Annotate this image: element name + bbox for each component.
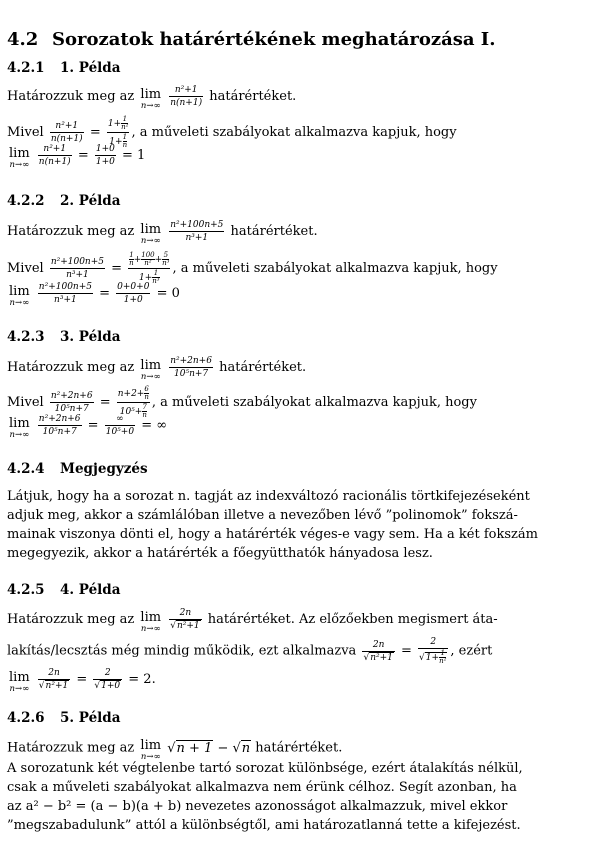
difference-expression: √n + 1 − √n: [167, 740, 251, 756]
ex3-result: lim n→∞ $\frac{\text{n²+2n+6}}{\text{10⁵n+7}}$ = $\frac{\infty}{\text{10⁵+0}}$ = ∞: [9, 414, 168, 440]
limit-operator: lim n→∞: [9, 283, 30, 308]
text: határértéket.: [219, 360, 307, 375]
subsection-number: 4.2.3: [7, 329, 45, 345]
ex1-problem: [7, 85, 297, 111]
subsection-number: 4.2.1: [7, 60, 45, 76]
subsection-title: 1. Példa: [60, 60, 121, 76]
result-fraction: $\frac{2}{√1+0}$: [94, 668, 121, 691]
text: Határozzuk meg az: [7, 89, 135, 104]
result-fraction: $\frac{1+0}{1+0}$: [95, 144, 115, 167]
subsection-heading: [7, 461, 148, 477]
ex5-problem: [7, 737, 343, 762]
text: Mivel: [7, 125, 44, 140]
note-paragraph: [7, 487, 590, 563]
paragraph-line: mainak viszonya dönti el, hogy a határérték véges-e vagy sem. Ha a két fokszám: [7, 527, 538, 542]
subsection-heading: [7, 60, 121, 76]
subsection-number: 4.2.5: [7, 582, 45, 598]
sequence-fraction: $\frac{\text{n²+100n+5}}{\text{n³+1}}$: [50, 257, 104, 280]
subsection-heading: [7, 710, 121, 726]
paragraph-line: Látjuk, hogy ha a sorozat n. tagját az indexváltozó racionális törtkifejezéseként: [7, 489, 530, 504]
ex1-step: Mivel $\frac{\text{n²+1}}{n(n+1)}$ = 1+ $\frac{1}{\text{n²}}$ 1+ $\frac{1}{n}$ , a műveleti szabályokat alkalmazva kapjuk, hogy: [7, 115, 457, 149]
limit-operator: lim n→∞: [140, 738, 162, 762]
paragraph-line: csak a műveleti szabályokat alkalmazva nem érünk célhoz. Segít azonban, ha: [7, 780, 517, 795]
sequence-fraction: $\frac{\text{n²+2n+6}}{\text{10⁵n+7}}$: [50, 391, 93, 414]
limit-operator: lim n→∞: [140, 221, 162, 246]
ex2-problem: [7, 220, 318, 246]
text: , a műveleti szabályokat alkalmazva kapjuk, hogy: [131, 125, 457, 140]
text: határértéket.: [255, 740, 343, 756]
text: Az előzőekben megismert áta-: [298, 612, 498, 627]
limit-operator: lim n→∞: [9, 145, 30, 170]
sequence-fraction: $\frac{2n}{\text{√n²+1}}$: [363, 639, 393, 663]
result-value: = 0: [156, 286, 180, 301]
subsection-title: 5. Példa: [60, 710, 121, 726]
sequence-fraction: $\frac{\text{n²+2n+6}}{\text{10⁵n+7}}$: [170, 356, 212, 379]
text: Határozzuk meg az: [7, 612, 135, 627]
text: , ezért: [450, 643, 493, 659]
ex4-result: lim n→∞ $\frac{2n}{\text{√n²+1}}$ = $\frac{2}{√1+0}$ = 2.: [9, 668, 156, 694]
sequence-fraction: $\frac{2n}{\text{√n²+1}}$: [38, 668, 69, 691]
rewritten-fraction: 1+ $\frac{1}{\text{n²}}$ 1+ $\frac{1}{n}$: [107, 115, 129, 149]
text: , a műveleti szabályokat alkalmazva kapjuk, hogy: [172, 261, 498, 276]
limit-operator: lim n→∞: [9, 669, 30, 694]
rewritten-fraction: 2 √1+ $\frac{1}{\text{n²}}$: [419, 637, 447, 665]
ex4-step: lakítás/lecsztás még mindig működik, ezt alkalmazva $\frac{2n}{\text{√n²+1}}$ = 2 √1+ $\frac{1}{\text{n²}}$ , ezért: [7, 637, 493, 665]
ex2-step: Mivel $\frac{\text{n²+100n+5}}{\text{n³+1}}$ = $\frac{1}{n}$ + $\frac{100}{\text{n²}}$ + $\frac{5}{\text{n³}}$ 1+ $\frac{1}{\text{n³}}$ , a műveleti szabályokat alkalmazva kapjuk, hogy: [7, 251, 498, 285]
subsection-title: 3. Példa: [60, 329, 121, 345]
rewritten-fraction: $\frac{1}{n}$ + $\frac{100}{\text{n²}}$ + $\frac{5}{\text{n³}}$ 1+ $\frac{1}{\text{n³}}$: [129, 251, 170, 285]
text: lakítás/lecsztás még mindig működik, ezt alkalmazva: [7, 643, 357, 659]
text: , a műveleti szabályokat alkalmazva kapjuk, hogy: [151, 395, 477, 410]
sequence-fraction: $\frac{\text{n²+1}}{n(n+1)}$: [50, 121, 83, 144]
paragraph-line: az a² − b² = (a − b)(a + b) nevezetes azonosságot alkalmazzuk, mivel ekkor: [7, 799, 508, 814]
sequence-fraction: $\frac{\text{n²+1}}{n(n+1)}$: [38, 144, 71, 167]
ex2-result: lim n→∞ $\frac{\text{n²+100n+5}}{\text{n³+1}}$ = $\frac{0+0+0}{1+0}$ = 0: [9, 282, 180, 308]
ex1-result: lim n→∞ $\frac{\text{n²+1}}{n(n+1)}$ = $\frac{1+0}{1+0}$ = 1: [9, 144, 146, 170]
result-value: = ∞: [141, 418, 168, 433]
subsection-title: 4. Példa: [60, 582, 121, 598]
ex4-problem: [7, 608, 498, 634]
text: határértéket.: [209, 89, 297, 104]
result-fraction: $\frac{\infty}{\text{10⁵+0}}$: [105, 414, 135, 437]
subsection-title: Megjegyzés: [60, 461, 148, 477]
subsection-number: 4.2.4: [7, 461, 45, 477]
result-value: = 2.: [128, 672, 156, 687]
result-fraction: $\frac{0+0+0}{1+0}$: [117, 282, 150, 305]
sequence-fraction: $\frac{\text{n²+2n+6}}{\text{10⁵n+7}}$: [38, 414, 81, 437]
text: Határozzuk meg az: [7, 224, 135, 239]
section-title: Sorozatok határértékének meghatározása I.: [52, 29, 496, 50]
rewritten-fraction: n+2+ $\frac{6}{n}$ 10⁵+ $\frac{7}{n}$: [117, 385, 149, 419]
limit-operator: lim n→∞: [140, 609, 162, 634]
paragraph-line: A sorozatunk két végtelenbe tartó sorozat különbsége, ezért átalakítás nélkül,: [7, 761, 523, 776]
section-heading: [7, 29, 496, 50]
text: Mivel: [7, 395, 44, 410]
section-number: 4.2: [7, 29, 39, 50]
subsection-heading: [7, 582, 121, 598]
ex3-step: Mivel $\frac{\text{n²+2n+6}}{\text{10⁵n+7}}$ = n+2+ $\frac{6}{n}$ 10⁵+ $\frac{7}{n}$ , a műveleti szabályokat alkalmazva kapjuk, hogy: [7, 385, 477, 419]
subsection-heading: [7, 329, 121, 345]
paragraph-line: megegyezik, akkor a határérték a főegyütthatók hányadosa lesz.: [7, 546, 433, 561]
limit-operator: lim n→∞: [9, 415, 30, 440]
ex3-problem: [7, 356, 307, 382]
subsection-title: 2. Példa: [60, 193, 121, 209]
text: határértéket.: [230, 224, 318, 239]
subsection-heading: [7, 193, 121, 209]
text: Mivel: [7, 261, 44, 276]
sequence-fraction: $\frac{2n}{\text{√n²+1}}$: [170, 608, 200, 631]
ex5-paragraph: [7, 759, 590, 835]
sequence-fraction: $\frac{\text{n²+1}}{n(n+1)}$: [170, 85, 203, 108]
sequence-fraction: $\frac{\text{n²+100n+5}}{\text{n³+1}}$: [170, 220, 224, 243]
subsection-number: 4.2.6: [7, 710, 45, 726]
text: Határozzuk meg az: [7, 360, 135, 375]
result-value: = 1: [122, 148, 146, 163]
text: határértéket.: [207, 612, 295, 627]
sequence-fraction: $\frac{\text{n²+100n+5}}{\text{n³+1}}$: [38, 282, 92, 305]
limit-operator: lim n→∞: [140, 357, 162, 382]
paragraph-line: ”megszabadulunk” attól a különbségtől, ami határozatlanná tette a kifejezést.: [7, 818, 521, 833]
text: Határozzuk meg az: [7, 740, 135, 756]
limit-operator: lim n→∞: [140, 86, 162, 111]
paragraph-line: adjuk meg, akkor a számlálóban illetve a nevezőben lévő ”polinomok” fokszá-: [7, 508, 518, 523]
subsection-number: 4.2.2: [7, 193, 45, 209]
